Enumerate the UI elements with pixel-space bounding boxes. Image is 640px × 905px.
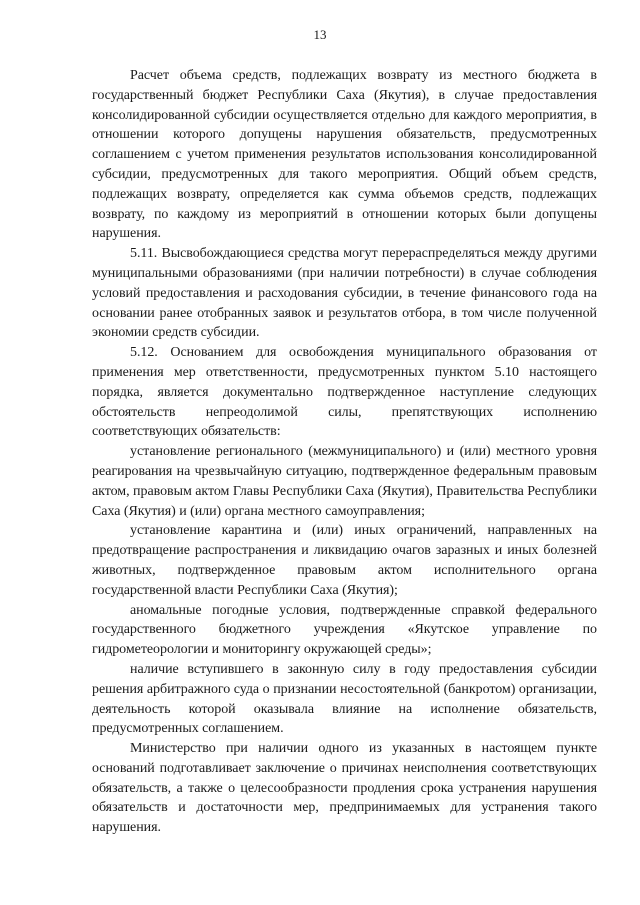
document-body [92,66,597,838]
paragraph-quarantine: установление карантина и (или) иных ограничений, направленных на предотвращение распространения и ликвидацию очагов заразных и иных болезней животных, подтвержденное правовым актом исполнительного органа государственной власти Республики Саха (Якутия); [92,523,597,598]
paragraph-bankruptcy: наличие вступившего в законную силу в году предоставления субсидии решения арбитражного суда о признании несостоятельной (банкротом) организации, деятельность которой оказывала влияние на исполнение обязательств, предусмотренных соглашением. [92,661,597,737]
paragraph-ministry-conclusion: Министерство при наличии одного из указанных в настоящем пункте оснований подготавливает заключение о причинах неисполнения соответствующих обязательств, а также о целесообразности продления срока устранения нарушения обязательств и достаточности мер, предпринимаемых для устранения такого нарушения. [92,741,597,836]
paragraph-5-12: 5.12. Основанием для освобождения муниципального образования от применения мер ответственности, предусмотренных пунктом 5.10 настоящего порядка, является документально подтвержденное наступление следующих обстоятельств непреодолимой силы, препятствующих исполнению соответствующих обязательств: [92,345,597,440]
page-number: 13 [313,27,327,42]
paragraph-emergency-response: установление регионального (межмуниципального) и (или) местного уровня реагирования на чрезвычайную ситуацию, подтвержденное федеральным правовым актом, правовым актом Главы Республики Саха (Якутия), Правительства Республики Саха (Якутия) и (или) органа местного самоуправления; [92,444,597,519]
paragraph-refund-calculation: Расчет объема средств, подлежащих возврату из местного бюджета в государственный бюджет Республики Саха (Якутия), в случае предоставления консолидированной субсидии осуществляется отдельно для каждого мероприятия, в отношении которого допущены нарушения обязательств, предусмотренных соглашением с учетом применения результатов использования консолидированной субсидии, предусмотренных для такого мероприятия. Общий объем средств, подлежащих возврату, определяется как сумма объемов средств, подлежащих возврату, по каждому из мероприятий в отношении которых были допущены нарушения. [92,68,597,242]
paragraph-weather-conditions: аномальные погодные условия, подтвержденные справкой федерального государственного бюджетного учреждения «Якутское управление по гидрометеорологии и мониторингу окружающей среды»; [92,602,597,658]
paragraph-5-11: 5.11. Высвобождающиеся средства могут перераспределяться между другими муниципальными образованиями (при наличии потребности) в случае соблюдения условий предоставления и расходования субсидии, в течение финансового года на основании ранее отобранных заявок и результатов отбора, в том числе полученной экономии средств субсидии. [92,246,597,341]
